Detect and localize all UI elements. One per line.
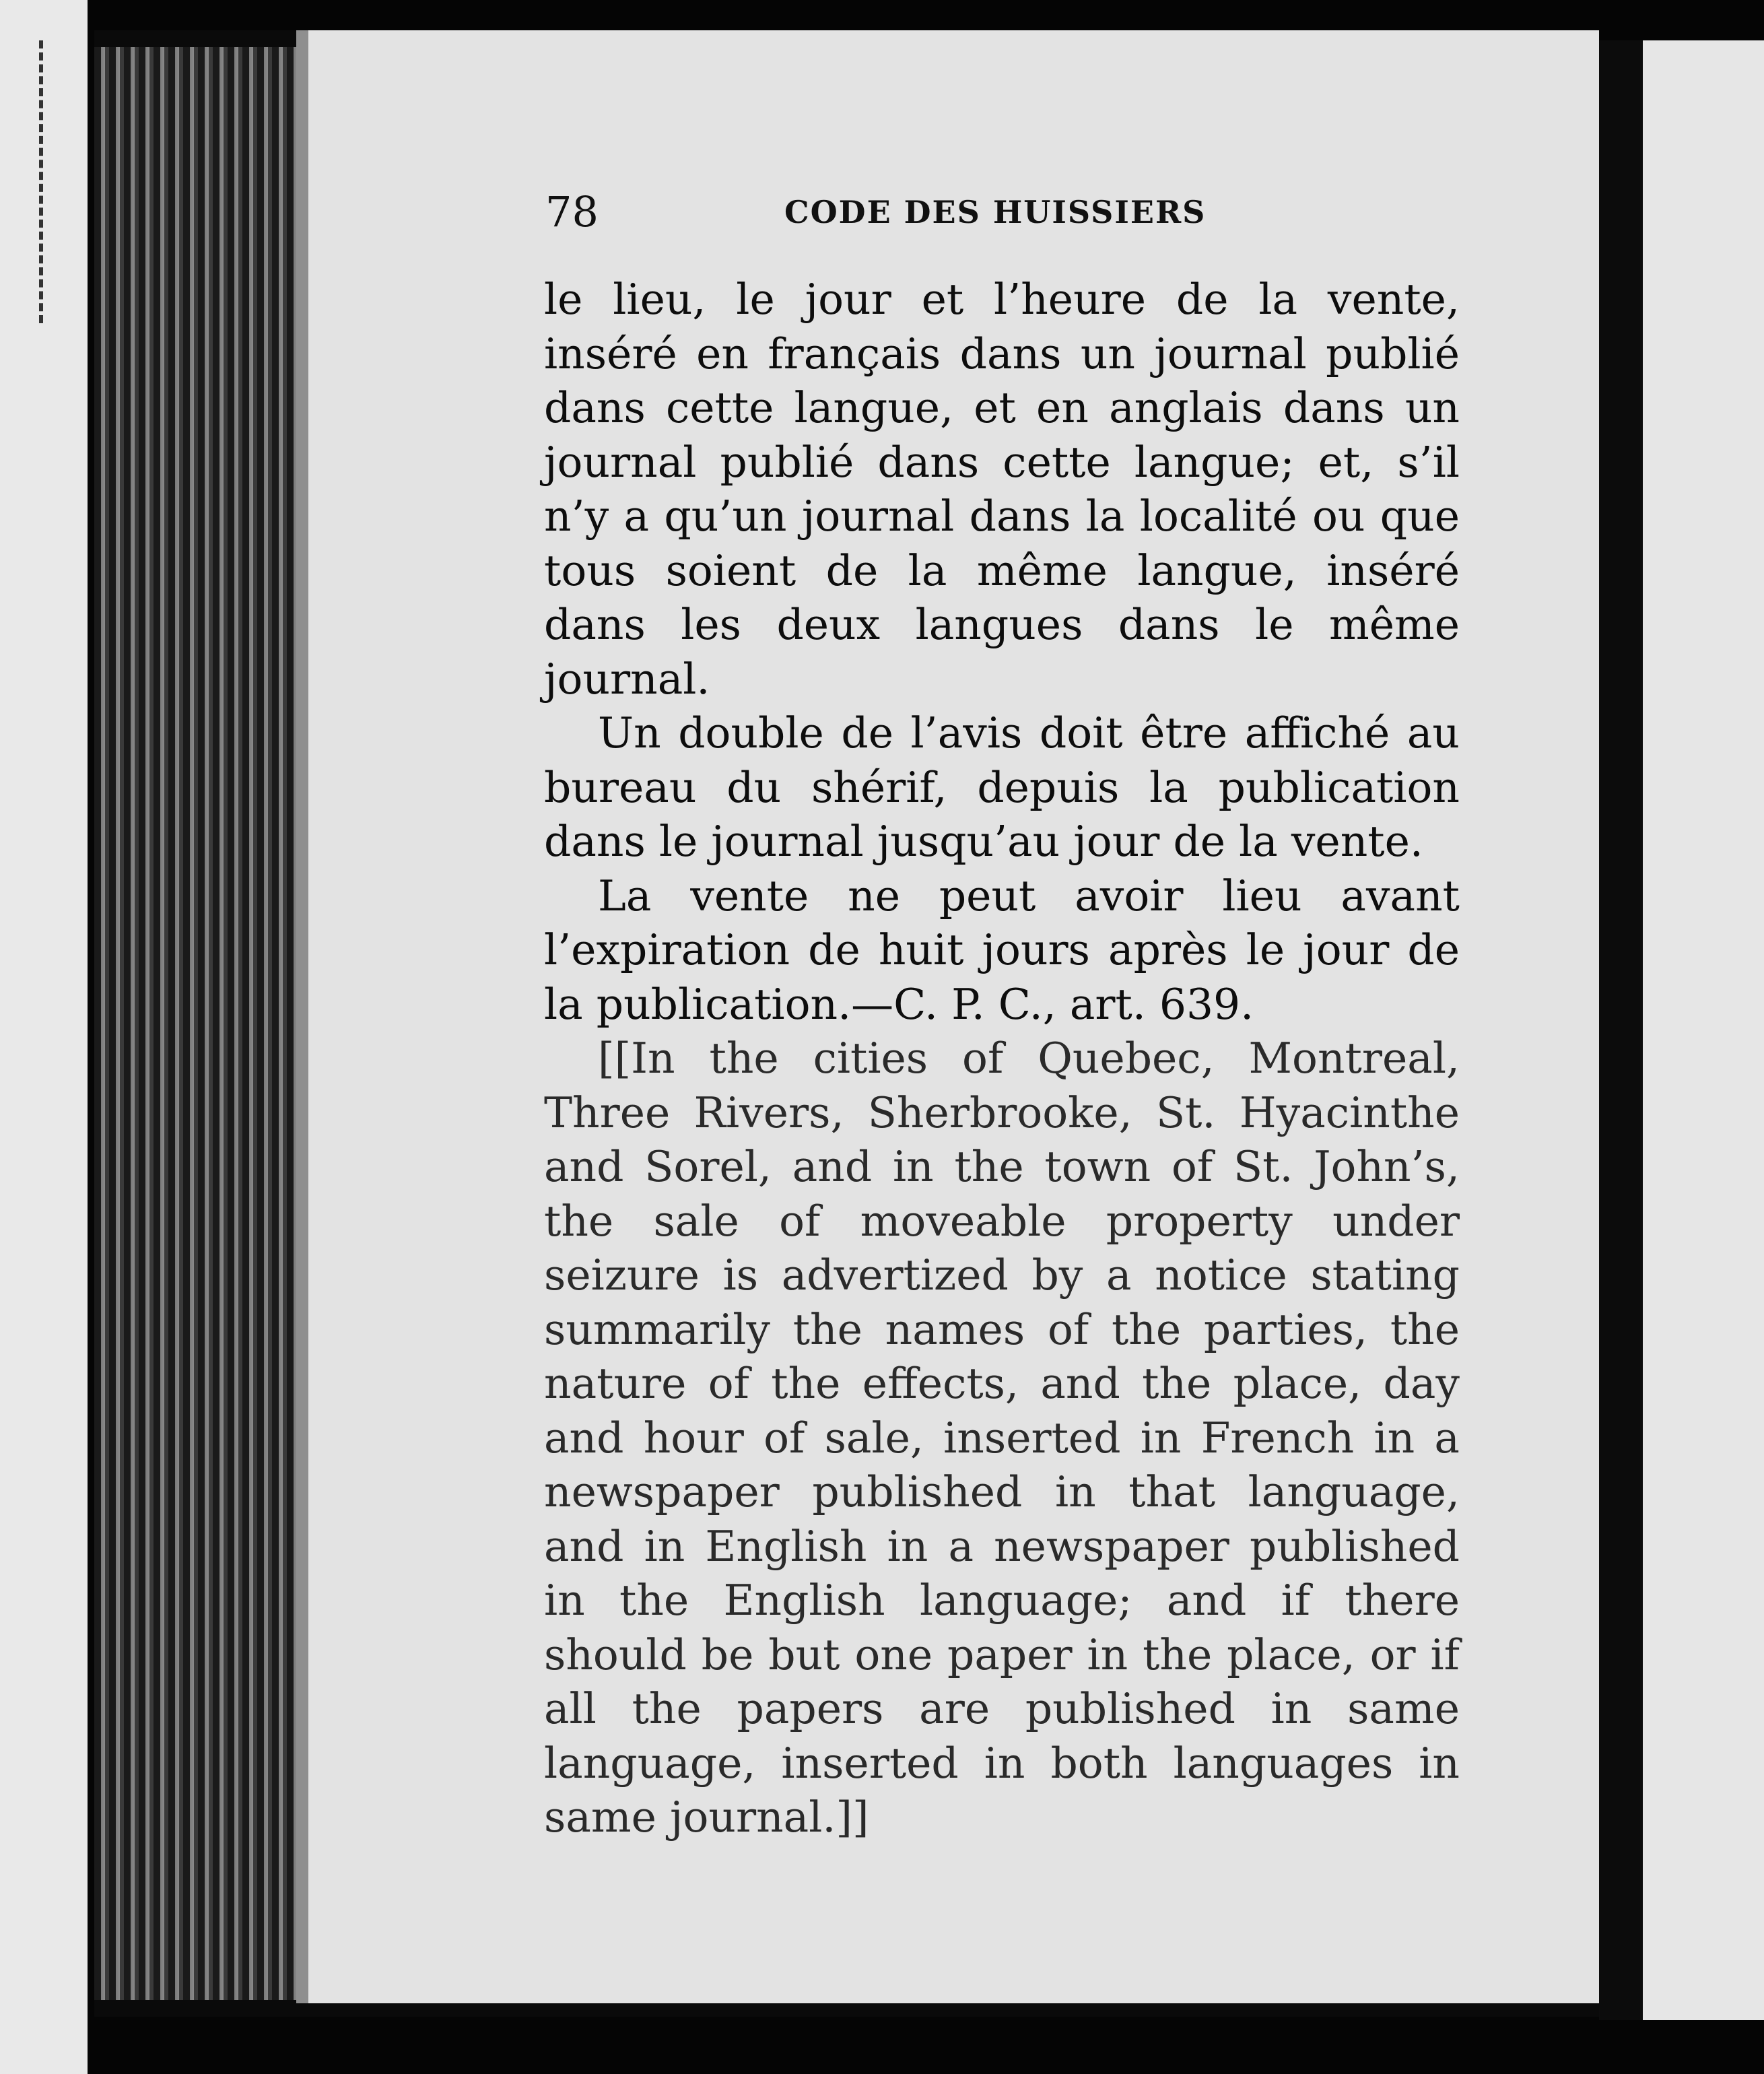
page-edges xyxy=(94,47,310,2000)
scan-margin-marks xyxy=(39,40,47,323)
scan-margin xyxy=(0,0,88,2074)
facing-page-edge xyxy=(1643,40,1764,2020)
running-title: CODE DES HUISSIERS xyxy=(784,194,1207,230)
book-gutter xyxy=(1599,40,1643,2020)
paragraph-affichage: Un double de l’avis doit être affiché au bureau du shérif, depuis la publication dans le journal jusqu’au jour de la vente. xyxy=(544,708,1460,866)
page-number: 78 xyxy=(545,187,599,236)
page-header xyxy=(545,187,1461,241)
page-body xyxy=(544,273,1460,1845)
paragraph-delai: La vente ne peut avoir lieu avant l’expiration de huit jours après le jour de la publication.—C. P. C., art. 639. xyxy=(544,871,1460,1029)
paragraph-english-translation: [[In the cities of Quebec, Montreal, Three Rivers, Sherbrooke, St. Hyacinthe and Sorel, and in the town of St. John’s, the sale of moveable property under seizure is advertized by a notice stating summarily the names of the parties, the nature of the effects, and the place, day and hour of sale, inserted in French in a newspaper published in that language, and in English in a newspaper published in the English language; and if there should be but one paper in the place, or if all the papers are published in same language, inserted in both languages in same journal.]] xyxy=(544,1034,1460,1842)
paragraph-continued: le lieu, le jour et l’heure de la vente, inséré en français dans un journal publié dans cette langue, et en anglais dans un journal publié dans cette langue; et, s’il n’y a qu’un journal dans la localité ou que tous soient de la même langue, inséré dans les deux langues dans le même journal. xyxy=(544,275,1460,704)
